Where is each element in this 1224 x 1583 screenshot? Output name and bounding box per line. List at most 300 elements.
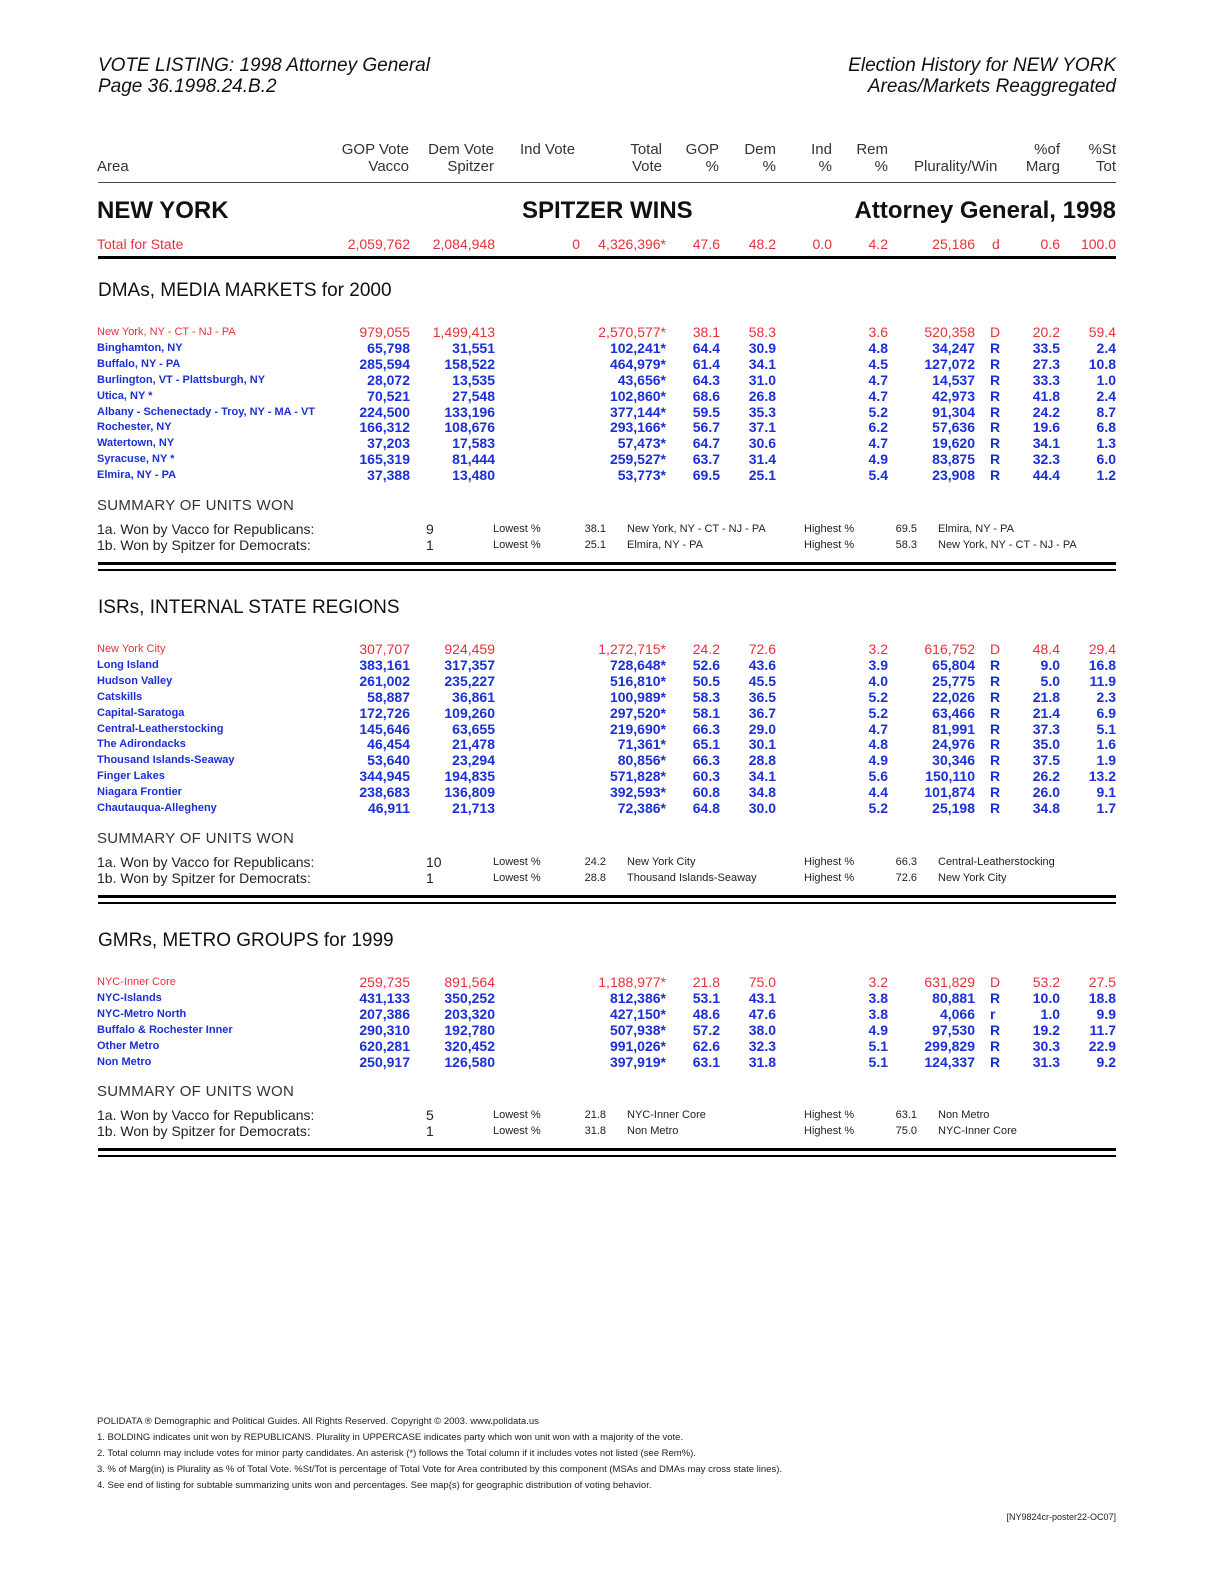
summary-count: 1 — [426, 869, 434, 886]
gop-vote: 37,388 — [367, 467, 410, 484]
area-name: Syracuse, NY * — [97, 453, 175, 466]
total-vote: 293,166* — [609, 419, 666, 436]
race-title: Attorney General, 1998 — [854, 197, 1116, 224]
rem-pct: 4.7 — [868, 435, 888, 452]
table-row — [0, 467, 1224, 483]
plurality: 25,198 — [932, 800, 975, 816]
win-party: R — [990, 688, 1001, 705]
plurality: 81,991 — [932, 720, 975, 737]
marg-pct: 37.5 — [1032, 752, 1060, 769]
section-divider-thick — [98, 895, 1116, 898]
rem-pct: 5.1 — [868, 1037, 888, 1054]
highest-area: Non Metro — [938, 1109, 990, 1122]
rem-pct: 5.2 — [868, 403, 888, 420]
total-vote: 259,527* — [609, 451, 666, 468]
state-total-pct: 1.9 — [1096, 752, 1116, 769]
win-party: R — [990, 1053, 1001, 1070]
gop-pct: 64.8 — [692, 800, 720, 816]
gop-vote: 238,683 — [359, 784, 410, 801]
dem-pct: 30.9 — [748, 339, 776, 356]
total-vote: 377,144* — [609, 403, 666, 420]
total-vote: 102,241* — [609, 339, 666, 356]
dem-pct: 34.8 — [748, 784, 776, 801]
history-title: Election History for NEW YORK — [848, 55, 1116, 76]
table-row — [0, 689, 1224, 705]
gop-pct: 38.1 — [692, 324, 720, 340]
rem-pct: 5.2 — [868, 704, 888, 721]
marg-pct: 35.0 — [1032, 736, 1060, 753]
plurality: 57,636 — [932, 419, 975, 436]
area-name: Central-Leatherstocking — [97, 722, 224, 735]
summary-line — [0, 1123, 1224, 1139]
plurality: 30,346 — [932, 752, 975, 769]
marg-pct: 21.8 — [1032, 688, 1060, 705]
section-title: DMAs, MEDIA MARKETS for 2000 — [98, 280, 392, 301]
total-rem-pct: 4.2 — [868, 236, 888, 252]
plurality: 23,908 — [932, 467, 975, 484]
rem-pct: 4.8 — [868, 736, 888, 753]
table-row — [0, 673, 1224, 689]
col-plurality: Plurality/Win — [914, 158, 998, 175]
gop-vote: 383,161 — [359, 656, 410, 673]
win-party: R — [990, 800, 1001, 816]
state-total-pct: 18.8 — [1088, 989, 1116, 1006]
total-vote: 1,188,977* — [598, 974, 666, 990]
lowest-area: New York, NY - CT - NJ - PA — [627, 523, 766, 535]
rem-pct: 4.0 — [868, 672, 888, 689]
dem-vote: 13,480 — [452, 467, 495, 484]
area-name: Thousand Islands-Seaway — [97, 754, 235, 767]
area-name: NYC-Metro North — [97, 1007, 187, 1020]
state-total-pct: 2.3 — [1096, 688, 1116, 705]
highest-value: 72.6 — [895, 871, 917, 884]
state-total-pct: 22.9 — [1088, 1037, 1116, 1054]
col-area: Area — [97, 158, 129, 175]
gop-pct: 53.1 — [692, 989, 720, 1006]
total-vote: 991,026* — [609, 1037, 666, 1054]
rem-pct: 5.2 — [868, 688, 888, 705]
summary-count: 5 — [426, 1107, 434, 1124]
dem-pct: 58.3 — [748, 324, 776, 340]
state-total-pct: 27.5 — [1088, 974, 1116, 990]
total-vote: 80,856* — [617, 752, 666, 769]
plurality: 127,072 — [924, 355, 975, 372]
area-name: Hudson Valley — [97, 674, 173, 687]
highest-area: New York City — [938, 871, 1007, 884]
marg-pct: 24.2 — [1032, 403, 1060, 420]
plurality: 63,466 — [932, 704, 975, 721]
total-ind-pct: 0.0 — [812, 236, 832, 252]
rem-pct: 4.9 — [868, 752, 888, 769]
dem-pct: 31.4 — [748, 451, 776, 468]
highest-label: Highest % — [804, 855, 855, 868]
win-party: R — [990, 403, 1001, 420]
win-party: R — [990, 752, 1001, 769]
state-total-pct: 9.2 — [1096, 1053, 1116, 1070]
win-party: D — [990, 324, 1001, 340]
section-divider-thin — [98, 902, 1116, 904]
table-row — [0, 324, 1224, 340]
dem-vote: 203,320 — [444, 1005, 495, 1022]
win-party: r — [990, 1005, 996, 1022]
total-gop-pct: 47.6 — [692, 236, 720, 252]
marg-pct: 34.8 — [1032, 800, 1060, 816]
dem-vote: 235,227 — [444, 672, 495, 689]
dem-vote: 194,835 — [444, 768, 495, 785]
gop-vote: 224,500 — [359, 403, 410, 420]
win-party: R — [990, 451, 1001, 468]
gop-vote: 172,726 — [359, 704, 410, 721]
plurality: 80,881 — [932, 989, 975, 1006]
total-label: Total for State — [97, 236, 184, 252]
table-row — [0, 641, 1224, 657]
gop-pct: 57.2 — [692, 1021, 720, 1038]
gop-pct: 68.6 — [692, 387, 720, 404]
footer-note-4: 4. See end of listing for subtable summarizing units won and percentages. See map(s) for geographic distribution of voting behavior. — [97, 1480, 652, 1491]
dem-vote: 81,444 — [452, 451, 495, 468]
gop-vote: 285,594 — [359, 355, 410, 372]
gop-pct: 64.7 — [692, 435, 720, 452]
state-total-pct: 11.7 — [1089, 1021, 1116, 1038]
gop-pct: 59.5 — [692, 403, 720, 420]
marg-pct: 21.4 — [1032, 704, 1060, 721]
total-vote: 100,989* — [609, 688, 666, 705]
col-gop-pct: GOP % — [685, 141, 719, 175]
lowest-value: 21.8 — [584, 1109, 606, 1122]
state-total-pct: 1.0 — [1096, 371, 1116, 388]
gop-vote: 70,521 — [367, 387, 410, 404]
highest-label: Highest % — [804, 539, 855, 551]
table-row — [0, 1038, 1224, 1054]
footer-note-2: 2. Total column may include votes for minor party candidates. An asterisk (*) follows the Total column if it includes votes not listed (see Rem%). — [97, 1448, 696, 1459]
area-name: Catskills — [97, 690, 143, 703]
dem-pct: 36.5 — [748, 688, 776, 705]
state-total-pct: 9.9 — [1096, 1005, 1116, 1022]
total-dem: 2,084,948 — [432, 236, 495, 252]
plurality: 34,247 — [932, 339, 975, 356]
rem-pct: 4.4 — [868, 784, 888, 801]
table-row — [0, 800, 1224, 816]
summary-label: 1b. Won by Spitzer for Democrats: — [97, 537, 311, 553]
lowest-label: Lowest % — [493, 1125, 541, 1138]
total-st: 100.0 — [1080, 236, 1116, 252]
win-party: R — [990, 419, 1001, 436]
area-name: NYC-Inner Core — [97, 976, 176, 988]
table-row — [0, 752, 1224, 768]
plurality: 24,976 — [932, 736, 975, 753]
win-party: R — [990, 704, 1001, 721]
dem-pct: 31.8 — [748, 1053, 776, 1070]
win-party: R — [990, 339, 1001, 356]
dem-pct: 45.5 — [748, 672, 776, 689]
gop-pct: 64.3 — [692, 371, 720, 388]
footer-notes — [97, 1414, 782, 1494]
lowest-value: 38.1 — [584, 523, 606, 535]
table-row — [0, 721, 1224, 737]
dem-vote: 27,548 — [452, 387, 495, 404]
marg-pct: 19.6 — [1032, 419, 1060, 436]
plurality: 101,874 — [924, 784, 975, 801]
rem-pct: 4.5 — [868, 355, 888, 372]
state-total-pct: 16.8 — [1088, 656, 1116, 673]
highest-area: Central-Leatherstocking — [938, 855, 1055, 868]
marg-pct: 30.3 — [1032, 1037, 1060, 1054]
total-vote: 297,520* — [609, 704, 666, 721]
document-code: [NY9824cr-poster22-OC07] — [1006, 1512, 1116, 1522]
dem-pct: 34.1 — [748, 355, 776, 372]
total-vote: 72,386* — [617, 800, 666, 816]
gop-pct: 52.6 — [692, 656, 720, 673]
plurality: 22,026 — [932, 688, 975, 705]
area-name: Rochester, NY — [97, 421, 172, 434]
total-vote: 219,690* — [609, 720, 666, 737]
total-vote: 392,593* — [609, 784, 666, 801]
table-row — [0, 451, 1224, 467]
lowest-area: Elmira, NY - PA — [627, 539, 703, 551]
summary-label: 1a. Won by Vacco for Republicans: — [97, 1107, 315, 1124]
area-name: NYC-Islands — [97, 991, 162, 1004]
win-party: R — [990, 672, 1001, 689]
total-marg: 0.6 — [1040, 236, 1060, 252]
win-party: D — [990, 641, 1001, 657]
col-total-vote: Total Vote — [630, 141, 662, 175]
highest-value: 69.5 — [895, 523, 917, 535]
plurality: 4,066 — [939, 1005, 975, 1022]
win-party: R — [990, 467, 1001, 484]
gop-pct: 50.5 — [692, 672, 720, 689]
marg-pct: 32.3 — [1032, 451, 1060, 468]
table-row — [0, 356, 1224, 372]
dem-vote: 1,499,413 — [432, 324, 495, 340]
area-name: Buffalo & Rochester Inner — [97, 1023, 233, 1036]
marg-pct: 44.4 — [1032, 467, 1060, 484]
state-total-pct: 8.7 — [1096, 403, 1116, 420]
col-dem-vote: Dem Vote Spitzer — [428, 141, 494, 175]
listing-title: VOTE LISTING: 1998 Attorney General — [98, 55, 430, 76]
summary-title: SUMMARY OF UNITS WON — [97, 497, 295, 514]
area-name: Other Metro — [97, 1039, 160, 1052]
dem-vote: 158,522 — [444, 355, 495, 372]
state-total-pct: 13.2 — [1088, 768, 1116, 785]
rem-pct: 3.8 — [868, 1005, 888, 1022]
table-row — [0, 736, 1224, 752]
area-name: Watertown, NY — [97, 437, 175, 450]
summary-label: 1a. Won by Vacco for Republicans: — [97, 521, 315, 537]
gop-pct: 48.6 — [692, 1005, 720, 1022]
summary-line — [0, 854, 1224, 870]
gop-vote: 250,917 — [359, 1053, 410, 1070]
gop-vote: 261,002 — [359, 672, 410, 689]
total-vote: 1,272,715* — [598, 641, 666, 657]
dem-pct: 30.0 — [748, 800, 776, 816]
rem-pct: 3.9 — [868, 656, 888, 673]
marg-pct: 33.5 — [1032, 339, 1060, 356]
gop-vote: 145,646 — [359, 720, 410, 737]
lowest-area: Thousand Islands-Seaway — [627, 871, 757, 884]
table-row — [0, 1054, 1224, 1070]
dem-vote: 109,260 — [444, 704, 495, 721]
page-reference: Page 36.1998.24.B.2 — [98, 76, 277, 97]
marg-pct: 41.8 — [1032, 387, 1060, 404]
plurality: 83,875 — [932, 451, 975, 468]
rem-pct: 5.4 — [868, 467, 888, 484]
total-vote: 812,386* — [609, 989, 666, 1006]
section-divider-thin — [98, 569, 1116, 571]
col-gop-vote: GOP Vote Vacco — [341, 141, 409, 175]
plurality: 299,829 — [924, 1037, 975, 1054]
highest-label: Highest % — [804, 871, 855, 884]
dem-pct: 38.0 — [748, 1021, 776, 1038]
dem-vote: 108,676 — [444, 419, 495, 436]
lowest-label: Lowest % — [493, 871, 541, 884]
footer-note-3: 3. % of Marg(in) is Plurality as % of Total Vote. %St/Tot is percentage of Total Vote for Area contributed by this component (MSAs and DMAs may cross state lines). — [97, 1464, 783, 1475]
dem-vote: 350,252 — [444, 989, 495, 1006]
gop-pct: 66.3 — [692, 720, 720, 737]
lowest-value: 28.8 — [584, 871, 606, 884]
rem-pct: 5.6 — [868, 768, 888, 785]
dem-pct: 43.1 — [748, 989, 776, 1006]
plurality: 42,973 — [932, 387, 975, 404]
area-name: Long Island — [97, 658, 159, 671]
marg-pct: 26.2 — [1032, 768, 1060, 785]
state-total-pct: 6.8 — [1096, 419, 1116, 436]
gop-vote: 431,133 — [359, 989, 410, 1006]
marg-pct: 19.2 — [1032, 1021, 1060, 1038]
plurality: 14,537 — [932, 371, 975, 388]
table-row — [0, 1006, 1224, 1022]
dem-vote: 23,294 — [452, 752, 495, 769]
gop-pct: 65.1 — [692, 736, 720, 753]
total-vote: 427,150* — [609, 1005, 666, 1022]
marg-pct: 33.3 — [1032, 371, 1060, 388]
gop-pct: 21.8 — [692, 974, 720, 990]
state-total-pct: 6.0 — [1096, 451, 1116, 468]
gop-pct: 56.7 — [692, 419, 720, 436]
section-title: GMRs, METRO GROUPS for 1999 — [98, 930, 394, 951]
highest-label: Highest % — [804, 1109, 855, 1122]
dem-pct: 43.6 — [748, 656, 776, 673]
table-row — [0, 372, 1224, 388]
gop-pct: 66.3 — [692, 752, 720, 769]
gop-vote: 307,707 — [359, 641, 410, 657]
area-name: The Adirondacks — [97, 738, 186, 751]
win-party: R — [990, 989, 1001, 1006]
dem-pct: 25.1 — [748, 467, 776, 484]
total-vote: 4,326,396* — [598, 236, 666, 252]
total-vote: 571,828* — [609, 768, 666, 785]
dem-pct: 29.0 — [748, 720, 776, 737]
rem-pct: 4.9 — [868, 451, 888, 468]
dem-vote: 36,861 — [452, 688, 495, 705]
gop-vote: 166,312 — [359, 419, 410, 436]
gop-pct: 64.4 — [692, 339, 720, 356]
table-row — [0, 435, 1224, 451]
dem-vote: 136,809 — [444, 784, 495, 801]
gop-vote: 259,735 — [359, 974, 410, 990]
plurality: 631,829 — [924, 974, 975, 990]
gop-vote: 28,072 — [367, 371, 410, 388]
gop-vote: 46,454 — [367, 736, 410, 753]
gop-pct: 58.3 — [692, 688, 720, 705]
dem-vote: 13,535 — [452, 371, 495, 388]
header-divider — [98, 182, 1116, 183]
rem-pct: 3.6 — [868, 324, 888, 340]
lowest-area: NYC-Inner Core — [627, 1109, 706, 1122]
summary-line — [0, 521, 1224, 537]
dem-vote: 192,780 — [444, 1021, 495, 1038]
summary-label: 1b. Won by Spitzer for Democrats: — [97, 869, 311, 886]
summary-line — [0, 537, 1224, 553]
area-name: Non Metro — [97, 1055, 152, 1068]
marg-pct: 31.3 — [1032, 1053, 1060, 1070]
table-row — [0, 974, 1224, 990]
area-name: Binghamton, NY — [97, 341, 183, 354]
marg-pct: 34.1 — [1032, 435, 1060, 452]
gop-vote: 37,203 — [367, 435, 410, 452]
dem-pct: 75.0 — [748, 974, 776, 990]
marg-pct: 10.0 — [1032, 989, 1060, 1006]
lowest-label: Lowest % — [493, 539, 541, 551]
win-party: R — [990, 435, 1001, 452]
area-name: Finger Lakes — [97, 770, 165, 783]
col-marg: %of Marg — [1025, 141, 1060, 175]
win-party: R — [990, 371, 1001, 388]
highest-value: 63.1 — [895, 1109, 917, 1122]
col-ind-vote: Ind Vote — [520, 141, 576, 158]
gop-vote: 65,798 — [367, 339, 410, 356]
table-row — [0, 404, 1224, 420]
dem-vote: 924,459 — [444, 641, 495, 657]
col-ind-pct: Ind % — [811, 141, 832, 175]
gop-pct: 69.5 — [692, 467, 720, 484]
state-total-pct: 2.4 — [1096, 339, 1116, 356]
state-total-pct: 1.3 — [1096, 435, 1116, 452]
summary-label: 1a. Won by Vacco for Republicans: — [97, 853, 315, 870]
win-party: R — [990, 1021, 1001, 1038]
win-party: D — [990, 974, 1001, 990]
total-ind: 0 — [572, 236, 580, 252]
marg-pct: 5.0 — [1040, 672, 1060, 689]
table-row — [0, 768, 1224, 784]
area-name: Elmira, NY - PA — [97, 469, 177, 482]
dem-pct: 30.6 — [748, 435, 776, 452]
highest-label: Highest % — [804, 1125, 855, 1138]
section-divider-thick — [98, 562, 1116, 565]
dem-vote: 21,478 — [452, 736, 495, 753]
rem-pct: 4.7 — [868, 371, 888, 388]
total-gop: 2,059,762 — [347, 236, 410, 252]
total-dem-pct: 48.2 — [748, 236, 776, 252]
col-dem-pct: Dem % — [744, 141, 776, 175]
dem-vote: 21,713 — [452, 800, 495, 816]
dem-pct: 36.7 — [748, 704, 776, 721]
lowest-label: Lowest % — [493, 1109, 541, 1122]
highest-area: Elmira, NY - PA — [938, 523, 1014, 535]
gop-pct: 58.1 — [692, 704, 720, 721]
total-plurality: 25,186 — [932, 236, 975, 252]
section-divider-thick — [98, 1148, 1116, 1151]
area-name: Burlington, VT - Plattsburgh, NY — [97, 373, 266, 386]
section-divider-thin — [98, 1155, 1116, 1157]
table-row — [0, 419, 1224, 435]
gop-pct: 63.1 — [692, 1053, 720, 1070]
marg-pct: 27.3 — [1032, 355, 1060, 372]
dem-vote: 63,655 — [452, 720, 495, 737]
dem-pct: 47.6 — [748, 1005, 776, 1022]
rem-pct: 3.2 — [868, 641, 888, 657]
highest-area: New York, NY - CT - NJ - PA — [938, 539, 1077, 551]
dem-pct: 32.3 — [748, 1037, 776, 1054]
